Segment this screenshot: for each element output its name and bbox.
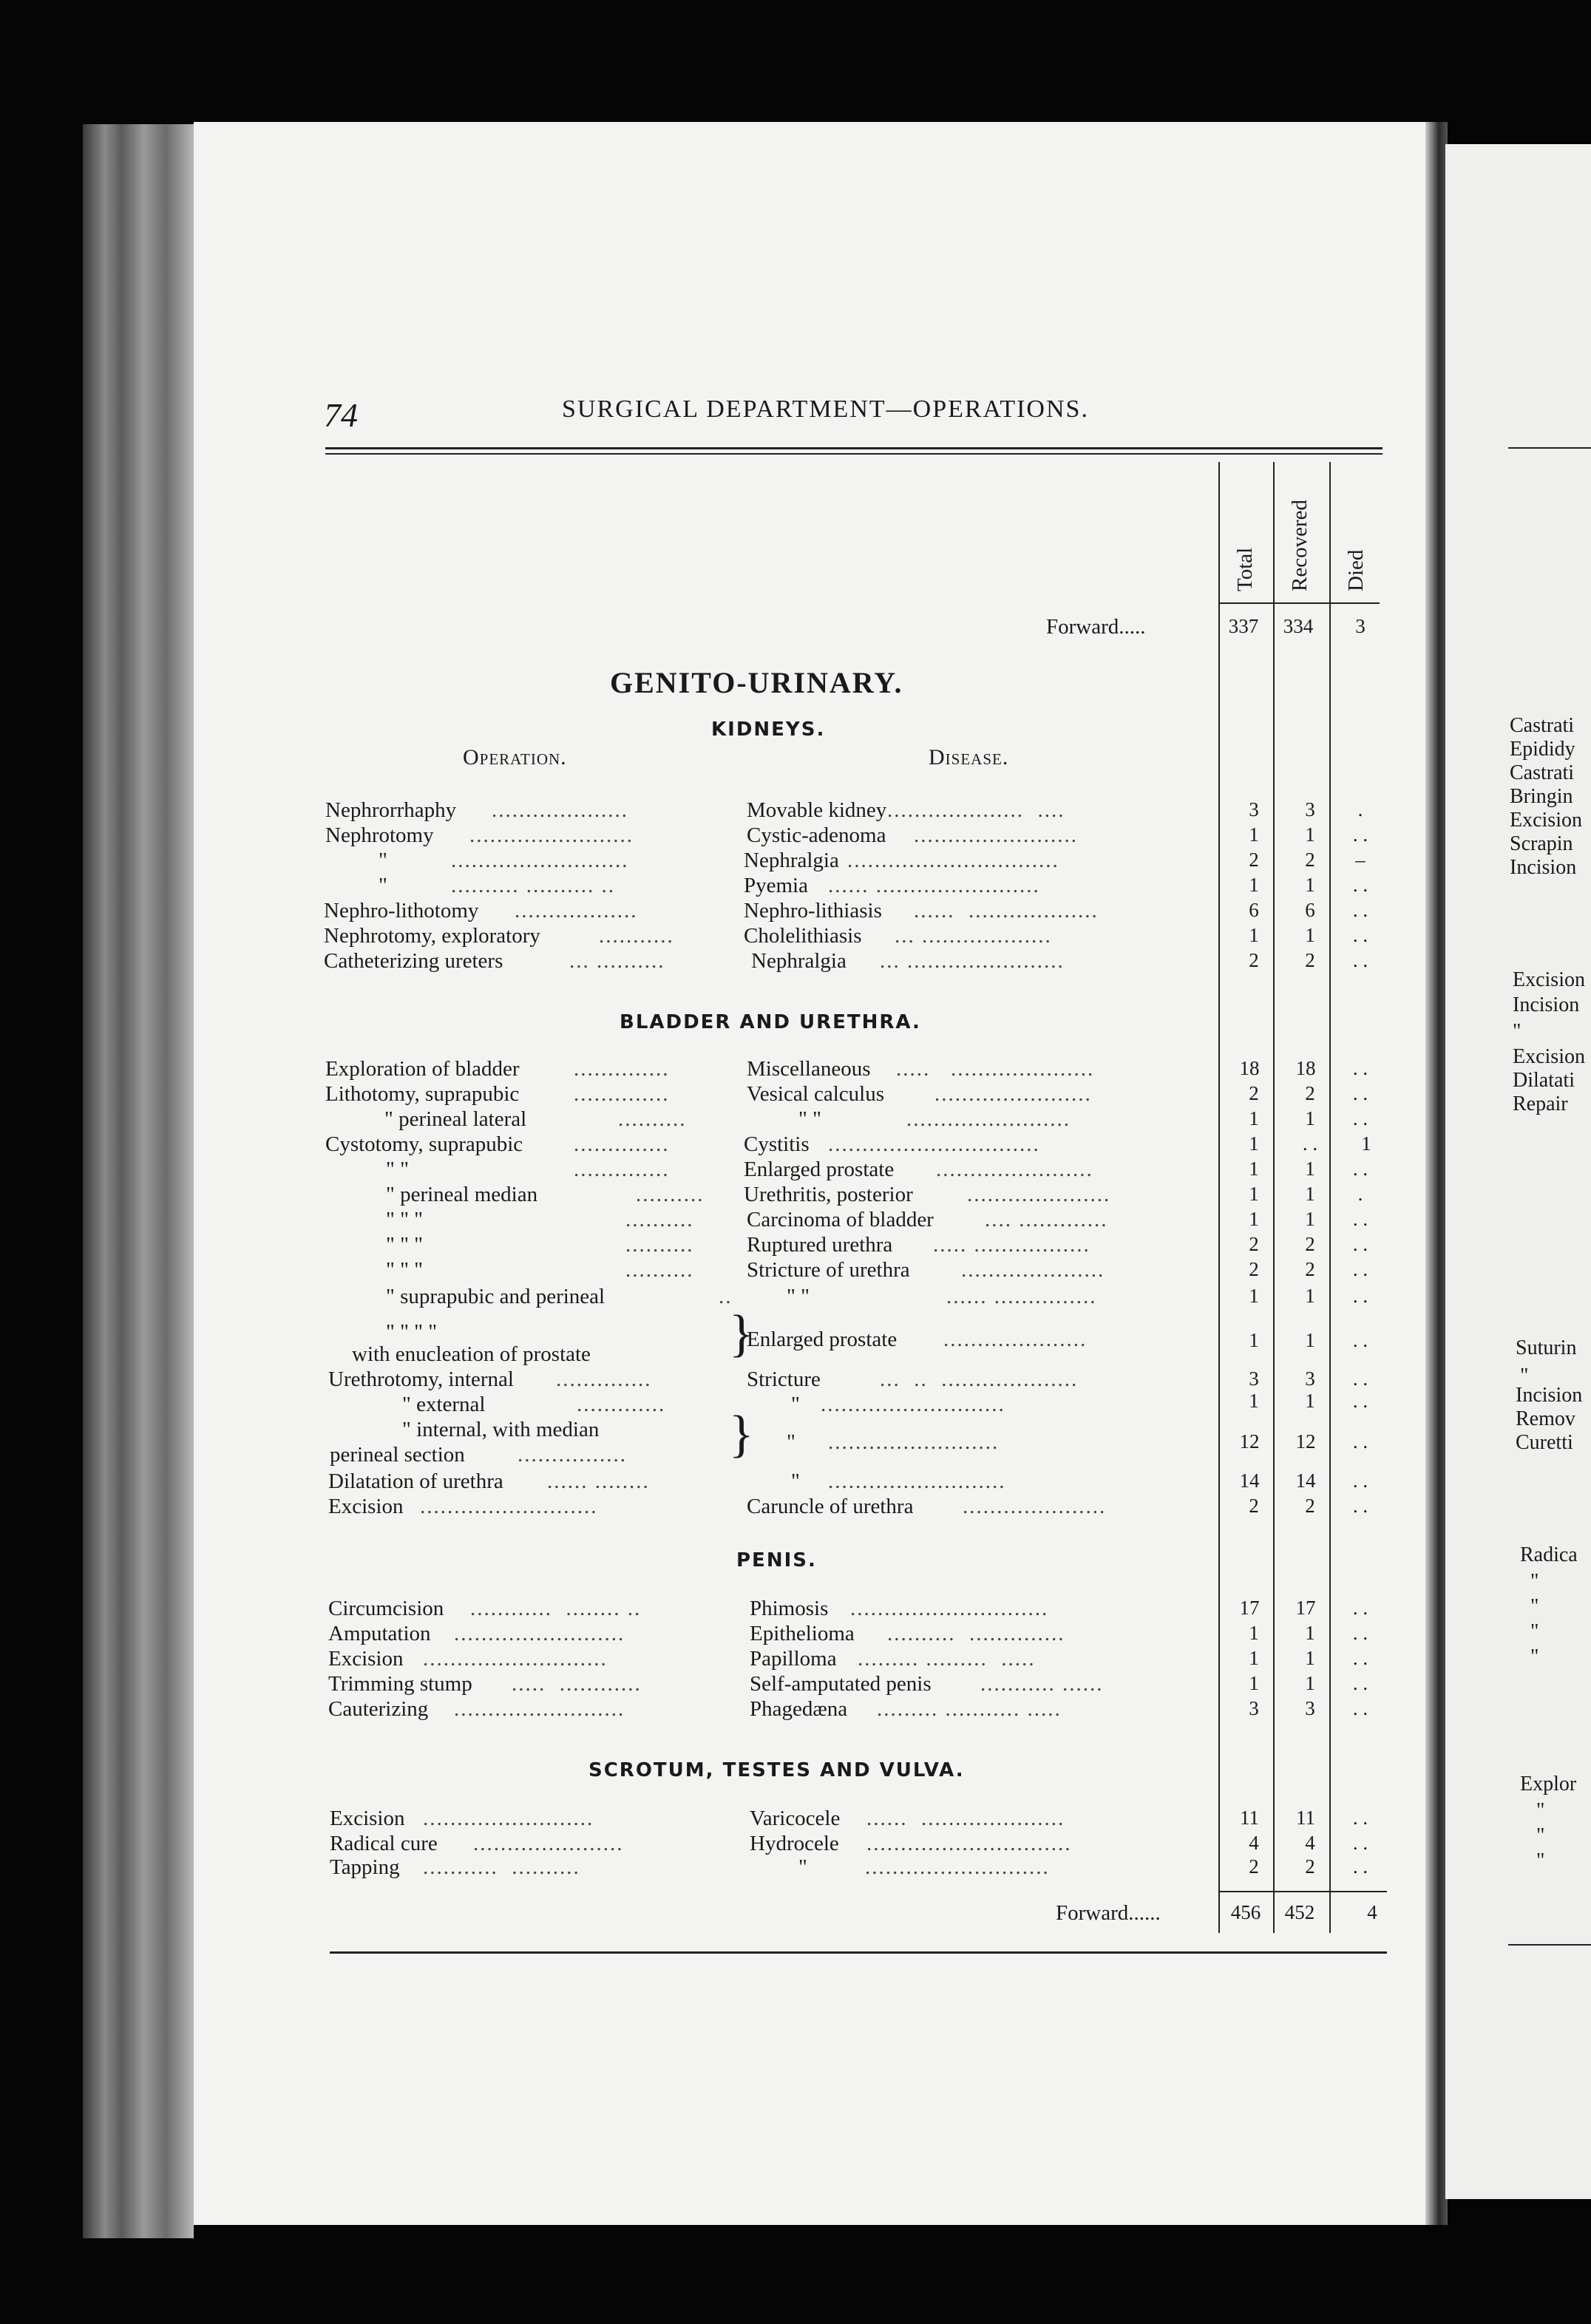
group-title-bladder: BLADDER AND URETHRA. <box>620 1011 921 1033</box>
recovered-cell: 1 <box>1305 1329 1315 1351</box>
op-cell: Trimming stump <box>328 1672 472 1696</box>
recovered-cell: 1 <box>1305 1390 1315 1412</box>
total-cell: 6 <box>1249 899 1259 921</box>
recovered-cell: 1 <box>1305 1622 1315 1644</box>
total-cell: 1 <box>1249 1183 1259 1205</box>
column-total-rule <box>1218 1891 1387 1892</box>
disease-cell: Nephralgia <box>751 949 847 973</box>
brace-icon: } <box>729 1406 754 1463</box>
recovered-cell: 3 <box>1305 1367 1315 1390</box>
died-cell: . . <box>1352 1107 1368 1129</box>
op-cell: Nephrotomy <box>325 823 434 847</box>
forward-died-bottom: 4 <box>1367 1901 1377 1923</box>
op-cell: " suprapubic and perineal <box>386 1285 605 1308</box>
forward-died: 3 <box>1355 615 1366 637</box>
died-cell: – <box>1355 849 1366 871</box>
disease-cell: Hydrocele <box>750 1832 839 1855</box>
op-cell: Nephro-lithotomy <box>324 899 479 923</box>
total-cell: 1 <box>1249 1647 1259 1669</box>
right-fragment: " <box>1513 1020 1522 1043</box>
total-cell: 11 <box>1240 1807 1259 1829</box>
recovered-cell: 2 <box>1305 849 1315 871</box>
died-cell: . . <box>1352 1233 1368 1255</box>
right-fragment: Scrapin <box>1510 832 1573 855</box>
disease-cell: Stricture of urethra <box>747 1258 910 1282</box>
subhead-operation: Operation. <box>463 745 567 769</box>
op-cell: " perineal lateral <box>384 1107 527 1131</box>
op-cell: Exploration of bladder <box>325 1057 520 1081</box>
total-cell: 17 <box>1239 1597 1260 1619</box>
recovered-cell: 1 <box>1305 1183 1315 1205</box>
op-cell: " perineal median <box>386 1183 538 1206</box>
recovered-cell: 1 <box>1305 874 1315 896</box>
total-cell: 1 <box>1249 1132 1259 1155</box>
recovered-cell: 11 <box>1296 1807 1315 1829</box>
right-fragment: " <box>1536 1849 1545 1872</box>
disease-cell: Cystitis <box>744 1132 810 1156</box>
group-title-kidneys: KIDNEYS. <box>711 718 826 741</box>
forward-label-bottom: Forward...... <box>1056 1901 1161 1925</box>
disease-cell: Phimosis <box>750 1597 829 1620</box>
recovered-cell: 1 <box>1305 1208 1315 1230</box>
op-cell: Excision <box>330 1807 405 1830</box>
op-cell: " " " <box>386 1233 424 1257</box>
total-cell: 2 <box>1249 1495 1259 1517</box>
recovered-cell: 2 <box>1305 1233 1315 1255</box>
died-cell: . . <box>1352 1430 1368 1452</box>
died-cell: . . <box>1352 1208 1368 1230</box>
right-fragment: Epididy <box>1510 738 1575 761</box>
disease-cell: Nephro-lithiasis <box>744 899 882 923</box>
recovered-cell: 1 <box>1305 1285 1315 1307</box>
op-cell: Urethrotomy, internal <box>328 1367 514 1391</box>
column-divider-total <box>1218 462 1220 1933</box>
disease-cell: Cystic-adenoma <box>747 823 886 847</box>
right-fragment: Explor <box>1520 1773 1577 1795</box>
total-cell: 2 <box>1249 949 1259 971</box>
right-fragment: Curetti <box>1516 1431 1573 1454</box>
disease-cell: " <box>787 1430 796 1454</box>
right-fragment: " <box>1536 1824 1545 1847</box>
total-cell: 2 <box>1249 849 1259 871</box>
disease-cell: Caruncle of urethra <box>747 1495 914 1518</box>
died-cell: . . <box>1352 1832 1368 1854</box>
forward-total-bottom: 456 <box>1230 1901 1261 1923</box>
disease-cell: Vesical calculus <box>747 1082 885 1106</box>
disease-cell: Phagedæna <box>750 1697 848 1721</box>
disease-cell: Ruptured urethra <box>747 1233 893 1257</box>
total-cell: 4 <box>1249 1832 1259 1854</box>
forward-total: 337 <box>1228 615 1259 637</box>
op-cell: Cauterizing <box>328 1697 429 1721</box>
total-cell: 1 <box>1249 1208 1259 1230</box>
disease-cell: Enlarged prostate <box>744 1158 895 1181</box>
died-cell: . . <box>1352 874 1368 896</box>
op-cell: " <box>379 849 387 872</box>
recovered-cell: 18 <box>1295 1057 1316 1079</box>
op-cell: Dilatation of urethra <box>328 1470 503 1493</box>
recovered-cell: 1 <box>1305 1647 1315 1669</box>
disease-cell: Self-amputated penis <box>750 1672 932 1696</box>
brace-icon: } <box>729 1305 754 1362</box>
recovered-cell: 1 <box>1305 1672 1315 1694</box>
disease-cell: Pyemia <box>744 874 808 897</box>
page-title: SURGICAL DEPARTMENT—OPERATIONS. <box>562 395 1089 423</box>
recovered-cell: 2 <box>1305 949 1315 971</box>
died-cell: 1 <box>1361 1132 1371 1155</box>
recovered-cell: 2 <box>1305 1258 1315 1280</box>
recovered-cell: 3 <box>1305 1697 1315 1719</box>
recovered-cell: 2 <box>1305 1082 1315 1104</box>
disease-cell: " <box>791 1393 800 1416</box>
op-cell: Tapping <box>330 1855 400 1879</box>
total-cell: 3 <box>1249 798 1259 820</box>
disease-cell: Enlarged prostate <box>747 1328 898 1351</box>
died-cell: . . <box>1352 1470 1368 1492</box>
right-footer-rule <box>1508 1944 1591 1946</box>
total-cell: 2 <box>1249 1233 1259 1255</box>
total-cell: 1 <box>1249 1622 1259 1644</box>
total-cell: 2 <box>1249 1082 1259 1104</box>
recovered-cell: 1 <box>1305 823 1315 846</box>
right-fragment: Remov <box>1516 1407 1575 1430</box>
recovered-cell: . . <box>1302 1132 1318 1155</box>
right-fragment: Castrati <box>1510 714 1575 737</box>
disease-cell: Urethritis, posterior <box>744 1183 913 1206</box>
died-cell: . . <box>1352 1855 1368 1878</box>
disease-cell: " <box>791 1470 800 1493</box>
died-cell: . . <box>1352 1258 1368 1280</box>
op-cell: Nephrorrhaphy <box>325 798 457 822</box>
disease-cell: Papilloma <box>750 1647 837 1671</box>
total-cell: 12 <box>1239 1430 1260 1452</box>
disease-cell: Stricture <box>747 1367 821 1391</box>
recovered-cell: 12 <box>1295 1430 1316 1452</box>
died-cell: . . <box>1352 1367 1368 1390</box>
died-cell: . . <box>1352 1158 1368 1180</box>
total-cell: 1 <box>1249 1390 1259 1412</box>
disease-cell: Carcinoma of bladder <box>747 1208 934 1231</box>
died-cell: . . <box>1352 1807 1368 1829</box>
total-cell: 1 <box>1249 1107 1259 1129</box>
op-cell: " <box>379 874 387 897</box>
total-cell: 1 <box>1249 1672 1259 1694</box>
op-cell: " " " <box>386 1258 424 1282</box>
died-cell: . . <box>1352 924 1368 946</box>
recovered-cell: 1 <box>1305 924 1315 946</box>
right-fragment: Dilatati <box>1513 1069 1575 1092</box>
died-cell: . . <box>1352 1647 1368 1669</box>
right-fragment: " <box>1530 1595 1539 1618</box>
op-cell: Circumcision <box>328 1597 444 1620</box>
op-cell: " external <box>402 1393 486 1416</box>
group-title-scrotum: SCROTUM, TESTES AND VULVA. <box>588 1759 965 1781</box>
disease-cell: Miscellaneous <box>747 1057 871 1081</box>
column-header-recovered: Recovered <box>1288 500 1312 591</box>
footer-rule <box>330 1951 1387 1954</box>
total-cell: 14 <box>1239 1470 1260 1492</box>
died-cell: . . <box>1352 1622 1368 1644</box>
total-cell: 3 <box>1249 1697 1259 1719</box>
total-cell: 1 <box>1249 823 1259 846</box>
subhead-disease: Disease. <box>929 745 1009 769</box>
right-fragment: Radica <box>1520 1543 1578 1566</box>
died-cell: . . <box>1352 1285 1368 1307</box>
right-fragment: Excision <box>1510 809 1582 832</box>
died-cell: . <box>1357 1183 1363 1205</box>
total-cell: 2 <box>1249 1258 1259 1280</box>
right-fragment: " <box>1520 1365 1529 1387</box>
right-fragment: Suturin <box>1516 1336 1577 1359</box>
recovered-cell: 4 <box>1305 1832 1315 1854</box>
op-cell: Nephrotomy, exploratory <box>324 924 540 948</box>
right-fragment: " <box>1530 1620 1539 1643</box>
total-cell: 18 <box>1239 1057 1260 1079</box>
total-cell: 1 <box>1249 874 1259 896</box>
died-cell: . . <box>1352 1390 1368 1412</box>
right-fragment: Incision <box>1513 993 1580 1016</box>
op-cell: Radical cure <box>330 1832 438 1855</box>
recovered-cell: 1 <box>1305 1107 1315 1129</box>
died-cell: . <box>1357 798 1363 820</box>
book-gutter <box>1425 122 1448 2225</box>
op-cell: " " <box>386 1158 409 1181</box>
op-cell: Excision <box>328 1495 404 1518</box>
died-cell: . . <box>1352 1495 1368 1517</box>
header-rule <box>325 447 1383 449</box>
total-cell: 1 <box>1249 1285 1259 1307</box>
recovered-cell: 1 <box>1305 1158 1315 1180</box>
right-header-rule <box>1508 447 1591 449</box>
right-fragment: Excision <box>1513 968 1585 991</box>
book-page-edges <box>83 124 194 2238</box>
column-header-died: Died <box>1344 549 1368 591</box>
recovered-cell: 3 <box>1305 798 1315 820</box>
op-cell-continued: perineal section <box>330 1443 465 1467</box>
total-cell: 1 <box>1249 1158 1259 1180</box>
recovered-cell: 17 <box>1295 1597 1316 1619</box>
op-cell: Cystotomy, suprapubic <box>325 1132 523 1156</box>
right-fragment: Repair <box>1513 1093 1568 1115</box>
op-cell: Catheterizing ureters <box>324 949 503 973</box>
op-cell: " " " " <box>386 1320 438 1344</box>
op-cell: Lithotomy, suprapubic <box>325 1082 520 1106</box>
right-fragment: " <box>1530 1570 1539 1593</box>
op-cell: " " " <box>386 1208 424 1231</box>
section-title: GENITO-URINARY. <box>610 666 903 699</box>
recovered-cell: 14 <box>1295 1470 1316 1492</box>
right-fragment: Castrati <box>1510 761 1575 784</box>
disease-cell: " <box>798 1855 807 1879</box>
op-cell: Amputation <box>328 1622 431 1645</box>
disease-cell: " " <box>787 1285 810 1308</box>
died-cell: . . <box>1352 949 1368 971</box>
died-cell: . . <box>1352 1329 1368 1351</box>
disease-cell: Epithelioma <box>750 1622 855 1645</box>
op-cell-continued: with enucleation of prostate <box>352 1342 591 1366</box>
died-cell: . . <box>1352 1597 1368 1619</box>
recovered-cell: 6 <box>1305 899 1315 921</box>
forward-label: Forward..... <box>1046 615 1146 639</box>
right-fragment: Incision <box>1510 856 1577 879</box>
disease-cell: Nephralgia <box>744 849 839 872</box>
died-cell: . . <box>1352 899 1368 921</box>
forward-recovered-bottom: 452 <box>1284 1901 1315 1923</box>
forward-recovered: 334 <box>1283 615 1314 637</box>
column-header-total: Total <box>1233 547 1257 591</box>
total-cell: 1 <box>1249 924 1259 946</box>
right-fragment: Excision <box>1513 1045 1585 1068</box>
op-cell: " internal, with median <box>402 1418 600 1441</box>
right-page <box>1445 144 1591 2199</box>
total-cell: 1 <box>1249 1329 1259 1351</box>
right-fragment: " <box>1536 1799 1545 1822</box>
disease-cell: Varicocele <box>750 1807 841 1830</box>
column-header-rule <box>1218 602 1380 604</box>
total-cell: 3 <box>1249 1367 1259 1390</box>
group-title-penis: PENIS. <box>736 1549 817 1572</box>
right-fragment: " <box>1530 1645 1539 1668</box>
right-fragment: Incision <box>1516 1384 1583 1407</box>
recovered-cell: 2 <box>1305 1495 1315 1517</box>
recovered-cell: 2 <box>1305 1855 1315 1878</box>
died-cell: . . <box>1352 1672 1368 1694</box>
disease-cell: Movable kidney <box>747 798 887 822</box>
died-cell: . . <box>1352 1082 1368 1104</box>
op-cell: Excision <box>328 1647 404 1671</box>
page-number: 74 <box>324 396 358 434</box>
died-cell: . . <box>1352 1697 1368 1719</box>
disease-cell: Cholelithiasis <box>744 924 862 948</box>
right-fragment: Bringin <box>1510 785 1573 808</box>
died-cell: . . <box>1352 1057 1368 1079</box>
total-cell: 2 <box>1249 1855 1259 1878</box>
header-rule-secondary <box>325 453 1383 455</box>
died-cell: . . <box>1352 823 1368 846</box>
disease-cell: " " <box>798 1107 821 1131</box>
